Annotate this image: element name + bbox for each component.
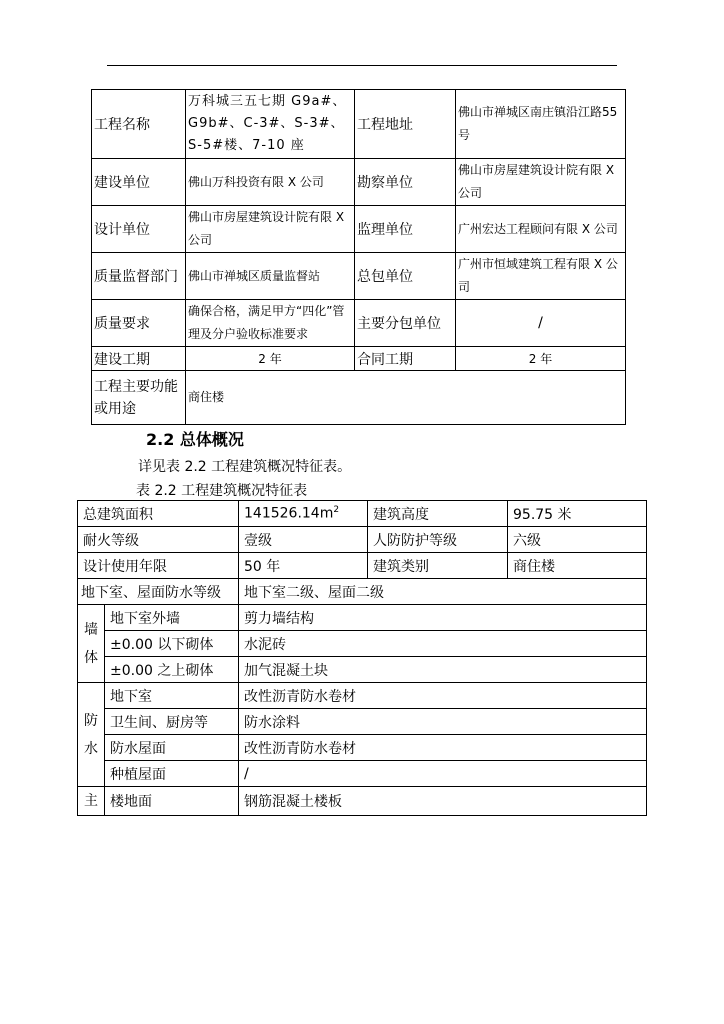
value-building-height: 95.75 米	[508, 501, 647, 527]
wall-label: ±0.00 之上砌体	[105, 657, 239, 683]
value-project-address: 佛山市禅城区南庄镇沿江路55 号	[456, 90, 626, 159]
label-subcontractor: 主要分包单位	[355, 300, 456, 347]
value-supervision-unit: 广州宏达工程顾问有限 X 公司	[456, 206, 626, 253]
section-heading: 2.2 总体概况	[146, 430, 244, 449]
group-wall: 墙体	[78, 605, 105, 683]
table-caption: 表 2.2 工程建筑概况特征表	[136, 483, 308, 499]
table-row	[92, 371, 626, 425]
label-survey-unit: 勘察单位	[355, 159, 456, 206]
label-construction-period: 建设工期	[92, 347, 186, 371]
table-row	[78, 787, 647, 816]
value-design-unit: 佛山市房屋建筑设计院有限 X 公司	[186, 206, 355, 253]
table-row	[78, 735, 647, 761]
table-row	[78, 657, 647, 683]
value-quality-dept: 佛山市禅城区质量监督站	[186, 253, 355, 300]
table-row	[92, 90, 626, 159]
label-waterproof-grade: 地下室、屋面防水等级	[78, 579, 239, 605]
value-contract-period: 2 年	[456, 347, 626, 371]
table-row	[92, 159, 626, 206]
label-main-function: 工程主要功能或用途	[92, 371, 186, 425]
value-waterproof-grade: 地下室二级、屋面二级	[239, 579, 647, 605]
value-total-area	[239, 501, 368, 527]
table-row	[78, 761, 647, 787]
label-design-life: 设计使用年限	[78, 553, 239, 579]
table-row	[92, 300, 626, 347]
label-supervision-unit: 监理单位	[355, 206, 456, 253]
value-main-function: 商住楼	[186, 371, 626, 425]
wall-label: 地下室外墙	[105, 605, 239, 631]
table-row	[78, 631, 647, 657]
wall-value: 加气混凝土块	[239, 657, 647, 683]
table-row	[92, 347, 626, 371]
label-contract-period: 合同工期	[355, 347, 456, 371]
table-row	[78, 501, 647, 527]
waterproof-value: /	[239, 761, 647, 787]
value-design-life: 50 年	[239, 553, 368, 579]
table-row	[78, 579, 647, 605]
value-construction-period: 2 年	[186, 347, 355, 371]
label-civil-defense: 人防防护等级	[368, 527, 508, 553]
label-project-address: 工程地址	[355, 90, 456, 159]
table-row	[78, 527, 647, 553]
label-building-category: 建筑类别	[368, 553, 508, 579]
waterproof-label: 防水屋面	[105, 735, 239, 761]
table-row	[78, 605, 647, 631]
main-label: 楼地面	[105, 787, 239, 816]
table-row	[78, 683, 647, 709]
value-survey-unit: 佛山市房屋建筑设计院有限 X 公司	[456, 159, 626, 206]
table-row	[92, 253, 626, 300]
label-quality-dept: 质量监督部门	[92, 253, 186, 300]
area-unit-superscript: 2	[333, 505, 340, 516]
label-design-unit: 设计单位	[92, 206, 186, 253]
label-building-height: 建筑高度	[368, 501, 508, 527]
project-info-table	[91, 89, 626, 425]
label-fire-rating: 耐火等级	[78, 527, 239, 553]
waterproof-label: 卫生间、厨房等	[105, 709, 239, 735]
building-features-table	[77, 500, 647, 816]
wall-value: 剪力墙结构	[239, 605, 647, 631]
waterproof-value: 改性沥青防水卷材	[239, 735, 647, 761]
waterproof-label: 地下室	[105, 683, 239, 709]
waterproof-value: 改性沥青防水卷材	[239, 683, 647, 709]
value-subcontractor: /	[456, 300, 626, 347]
header-rule	[107, 65, 617, 66]
label-quality-req: 质量要求	[92, 300, 186, 347]
total-area-number: 141526.14m	[244, 505, 334, 522]
table-row	[78, 709, 647, 735]
label-client: 建设单位	[92, 159, 186, 206]
table-row	[92, 206, 626, 253]
main-value: 钢筋混凝土楼板	[239, 787, 647, 816]
value-fire-rating: 壹级	[239, 527, 368, 553]
label-project-name: 工程名称	[92, 90, 186, 159]
group-main: 主	[78, 787, 105, 816]
waterproof-label: 种植屋面	[105, 761, 239, 787]
value-project-name: 万科城三五七期 G9a#、G9b#、C-3#、S-3#、S-5#楼、7-10 座	[186, 90, 355, 159]
table-row	[78, 553, 647, 579]
label-general-contractor: 总包单位	[355, 253, 456, 300]
value-building-category: 商住楼	[508, 553, 647, 579]
wall-value: 水泥砖	[239, 631, 647, 657]
intro-paragraph: 详见表 2.2 工程建筑概况特征表。	[138, 459, 352, 475]
value-quality-req: 确保合格，满足甲方“四化”管理及分户验收标准要求	[186, 300, 355, 347]
waterproof-value: 防水涂料	[239, 709, 647, 735]
wall-label: ±0.00 以下砌体	[105, 631, 239, 657]
group-waterproof: 防水	[78, 683, 105, 787]
value-civil-defense: 六级	[508, 527, 647, 553]
label-total-area: 总建筑面积	[78, 501, 239, 527]
value-general-contractor: 广州市恒域建筑工程有限 X 公司	[456, 253, 626, 300]
value-client: 佛山万科投资有限 X 公司	[186, 159, 355, 206]
